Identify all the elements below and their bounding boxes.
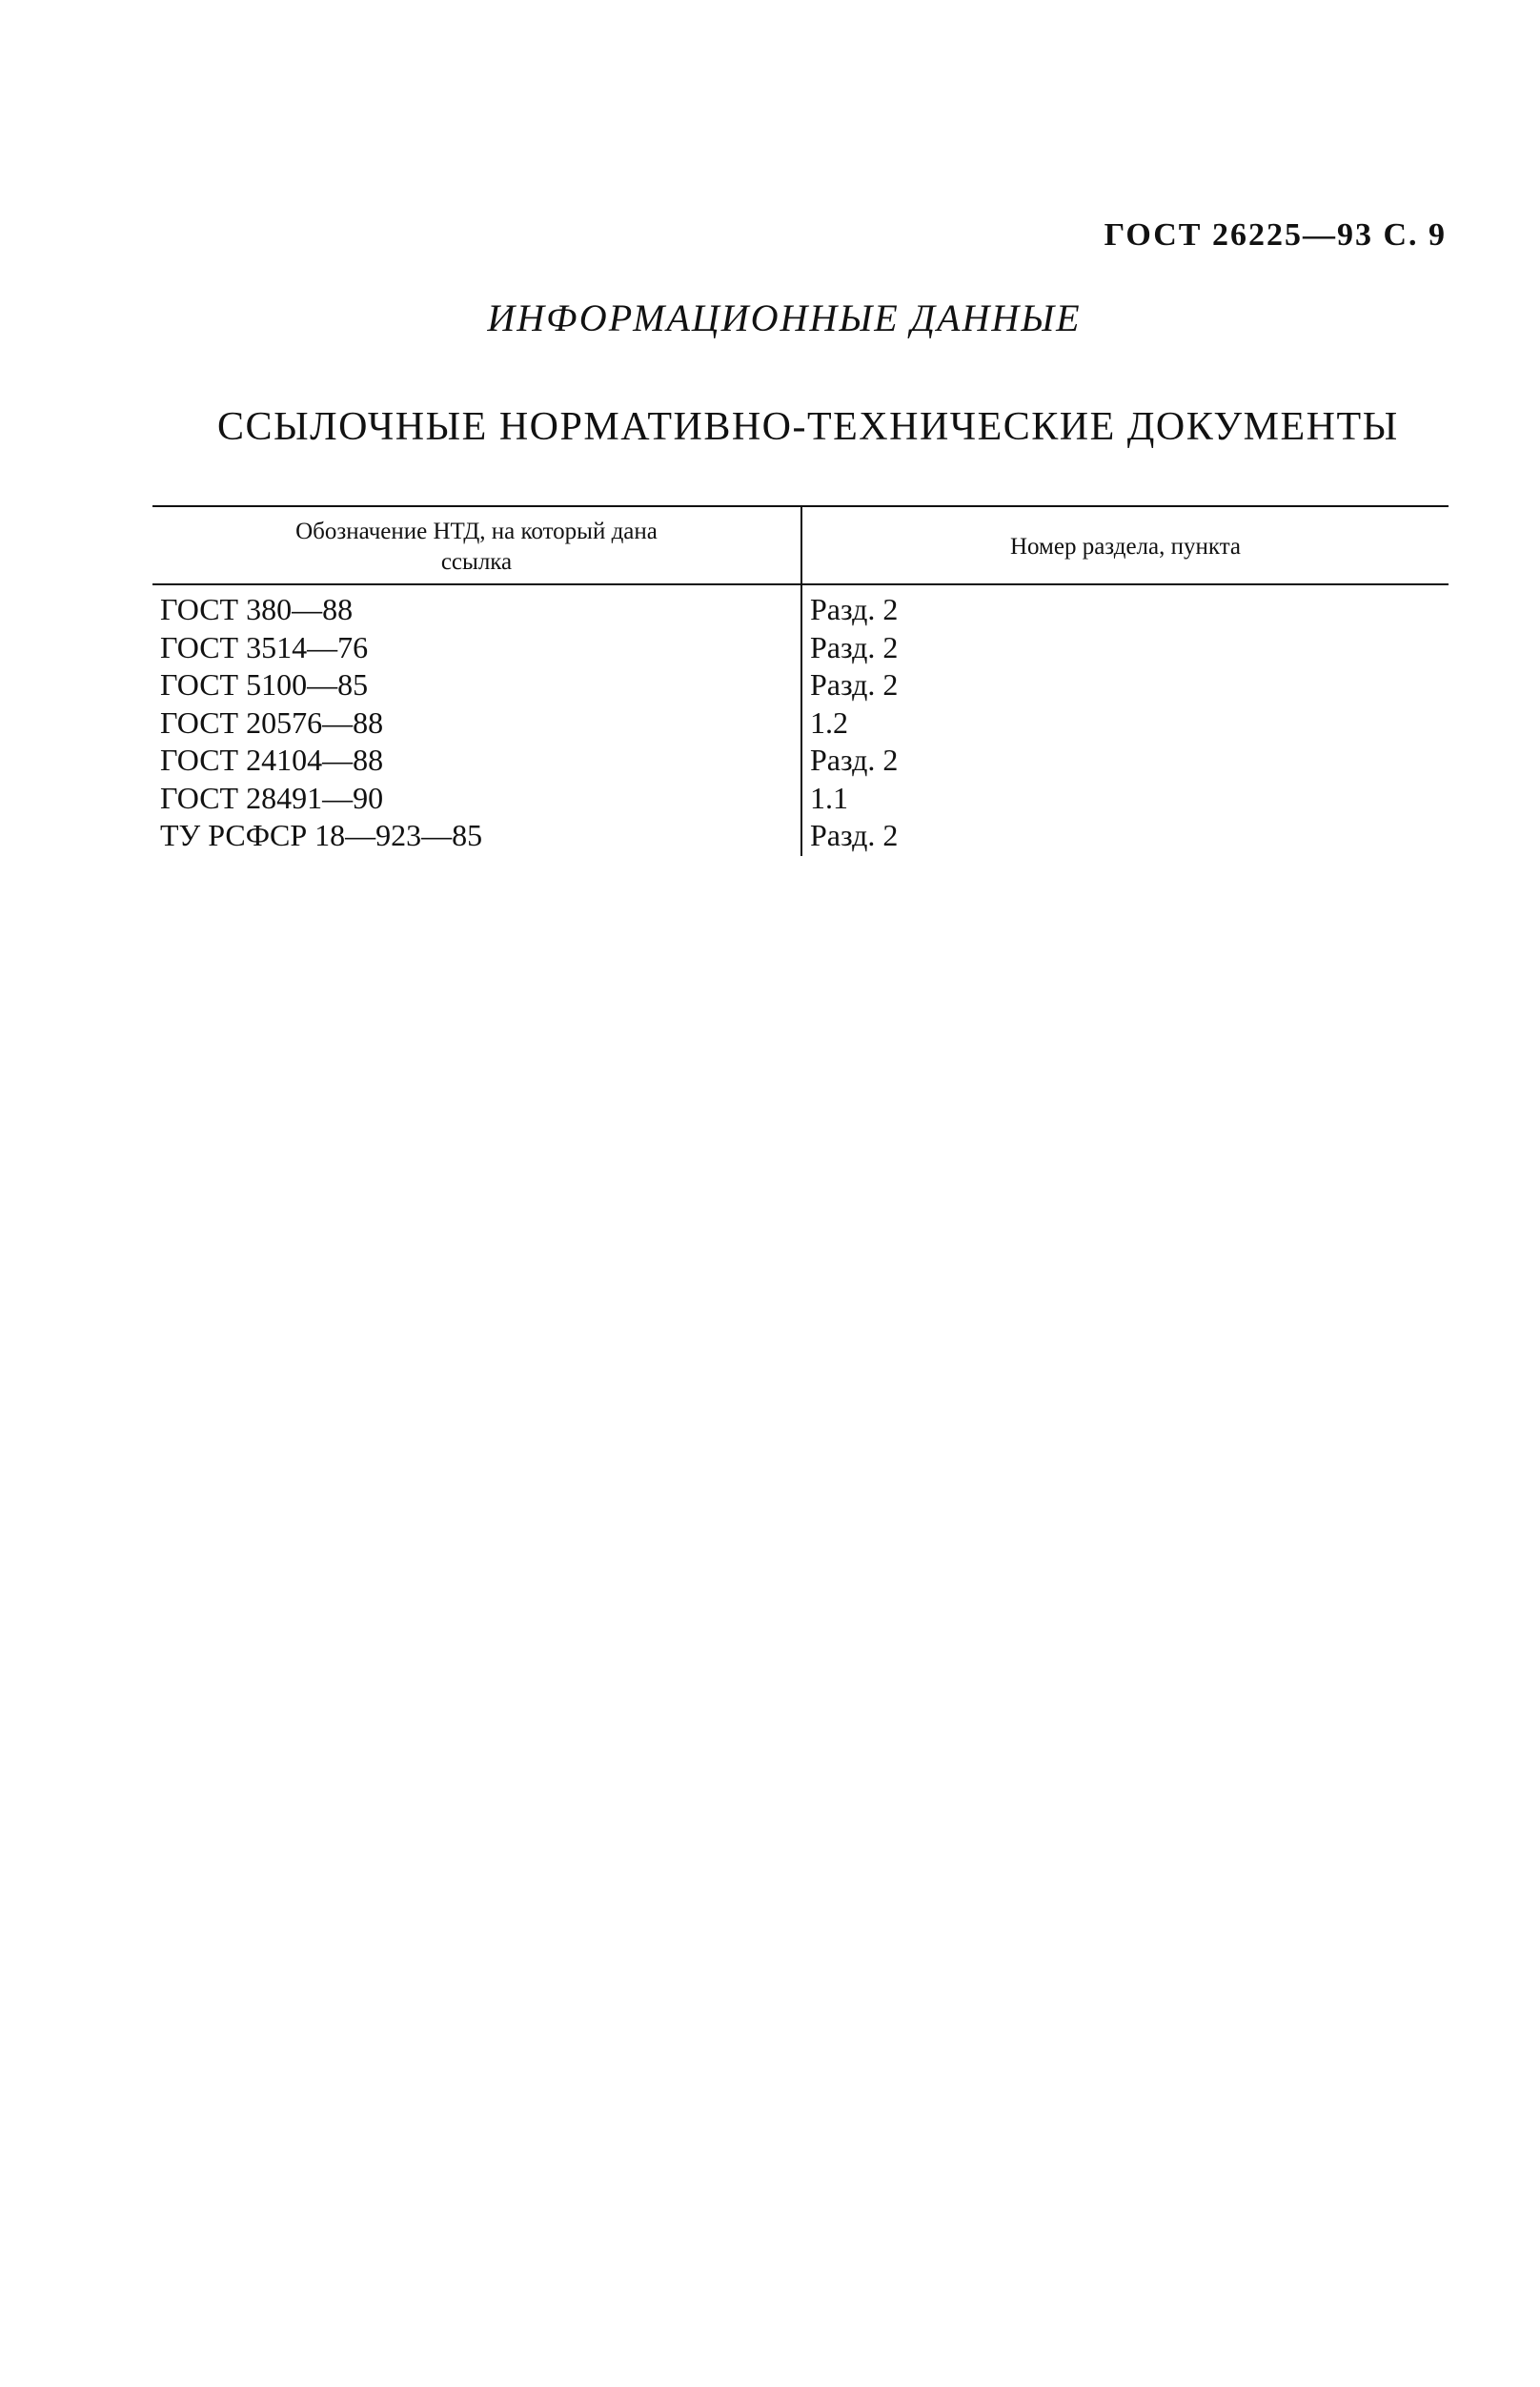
table-row <box>152 666 1449 704</box>
row-doc: ГОСТ 3514—76 <box>160 629 369 664</box>
row-doc: ГОСТ 20576—88 <box>160 704 384 740</box>
row-section: Разд. 2 <box>810 629 899 664</box>
header-cell-section <box>802 511 1449 583</box>
header-designation-text: Обозначение НТД, на который дана ссылка <box>295 519 658 575</box>
row-section: 1.2 <box>810 704 848 740</box>
table-body <box>152 591 1449 855</box>
row-doc: ГОСТ 28491—90 <box>160 780 384 815</box>
table-title: ССЫЛОЧНЫЕ НОРМАТИВНО-ТЕХНИЧЕСКИЕ ДОКУМЕНТЫ <box>217 405 1399 449</box>
row-doc: ТУ РСФСР 18—923—85 <box>160 818 483 852</box>
table-row <box>152 629 1449 667</box>
page-header: ГОСТ 26225—93 С. 9 <box>1104 217 1447 253</box>
header-section-text: Номер раздела, пункта <box>1009 534 1242 560</box>
row-doc: ГОСТ 5100—85 <box>160 667 369 702</box>
row-section: Разд. 2 <box>810 818 899 852</box>
table-row <box>152 742 1449 780</box>
table-row <box>152 704 1449 743</box>
table-row <box>152 817 1449 855</box>
row-section: Разд. 2 <box>810 592 899 626</box>
row-section: Разд. 2 <box>810 743 899 777</box>
row-doc: ГОСТ 380—88 <box>160 592 354 626</box>
table-row <box>152 780 1449 818</box>
row-doc: ГОСТ 24104—88 <box>160 743 384 777</box>
section-title: ИНФОРМАЦИОННЫЕ ДАННЫЕ <box>487 296 1082 339</box>
table-row <box>152 591 1449 629</box>
row-section: 1.1 <box>810 780 848 815</box>
header-cell-designation <box>152 511 800 583</box>
row-section: Разд. 2 <box>810 667 899 702</box>
